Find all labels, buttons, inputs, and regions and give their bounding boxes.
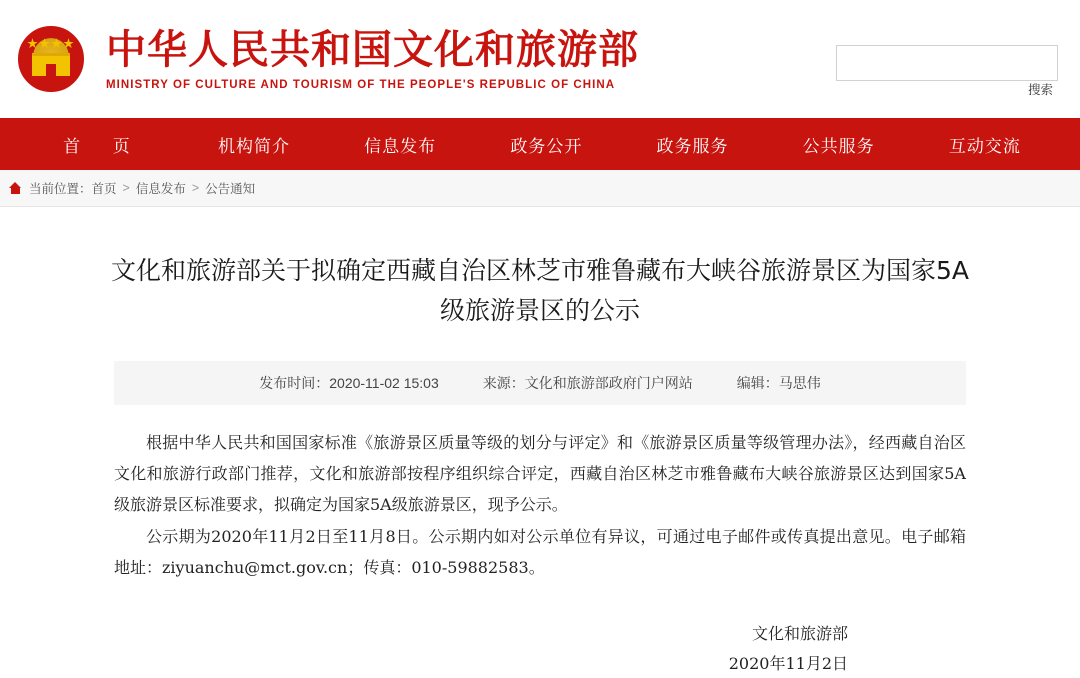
signature-org: 文化和旅游部	[751, 623, 848, 643]
nav-item-government-services[interactable]: 政务服务	[656, 136, 729, 156]
home-icon	[8, 182, 23, 195]
emblem-gate	[32, 53, 70, 76]
meta-publish-time	[259, 373, 439, 393]
search-input[interactable]	[837, 46, 1057, 80]
meta-editor-label: 编辑：	[736, 375, 779, 391]
emblem-stars: ★★★★	[27, 38, 75, 50]
meta-publish-label: 发布时间：	[259, 375, 330, 391]
breadcrumb-prefix: 当前位置：	[29, 182, 92, 196]
breadcrumb-item-news[interactable]: 信息发布	[135, 182, 186, 196]
breadcrumb-item-announcements[interactable]: 公告通知	[205, 182, 256, 196]
national-emblem-icon	[18, 26, 84, 92]
nav-item-public-services[interactable]: 公共服务	[802, 136, 875, 156]
meta-source-label: 来源：	[482, 375, 525, 391]
site-title-block	[106, 27, 639, 91]
search-box[interactable]	[836, 45, 1058, 97]
nav-item-government-affairs[interactable]: 政务公开	[510, 136, 583, 156]
site-header	[0, 0, 1080, 118]
site-title-en: MINISTRY OF CULTURE AND TOURISM OF THE PEOPLE'S REPUBLIC OF CHINA	[106, 79, 616, 91]
nav-item-interaction[interactable]: 互动交流	[948, 136, 1021, 156]
meta-editor-value: 马思伟	[778, 375, 821, 391]
nav-item-home[interactable]: 首 页	[63, 136, 144, 156]
nav-item-news[interactable]: 信息发布	[364, 136, 437, 156]
article-paragraph: 公示期为2020年11月2日至11月8日。公示期内如对公示单位有异议，可通过电子邮件或传真提出意见。电子邮箱地址：ziyuanchu@mct.gov.cn；传真：010-59882583。	[114, 526, 966, 577]
breadcrumb-separator-1: >	[122, 181, 130, 195]
meta-source-value: 文化和旅游部政府门户网站	[524, 375, 693, 391]
meta-editor	[737, 373, 821, 393]
article-body	[114, 427, 966, 583]
article-paragraph: 根据中华人民共和国国家标准《旅游景区质量等级的划分与评定》和《旅游景区质量等级管理办法》，经西藏自治区文化和旅游行政部门推荐，文化和旅游部按程序组织综合评定，西藏自治区林芝市雅鲁藏布大峡谷旅游景区达到国家5A级旅游景区标准要求，拟确定为国家5A级旅游景区，现予公示。	[114, 433, 966, 515]
search-button[interactable]: 搜索	[1027, 83, 1053, 97]
breadcrumb	[0, 170, 1080, 207]
article-meta	[114, 361, 966, 405]
main-nav	[0, 118, 1080, 170]
article	[0, 207, 1080, 678]
nav-item-about[interactable]: 机构简介	[217, 136, 290, 156]
meta-source	[483, 373, 693, 393]
breadcrumb-item-home[interactable]: 首页	[91, 182, 117, 196]
meta-publish-value: 2020-11-02 15:03	[329, 375, 439, 391]
site-title-cn: 中华人民共和国文化和旅游部	[106, 27, 639, 73]
breadcrumb-separator-2: >	[191, 181, 200, 195]
signature-date: 2020年11月2日	[728, 653, 848, 673]
page-title: 文化和旅游部关于拟确定西藏自治区林芝市雅鲁藏布大峡谷旅游景区为国家5A级旅游景区的公示	[110, 256, 969, 325]
article-signature	[114, 619, 966, 678]
